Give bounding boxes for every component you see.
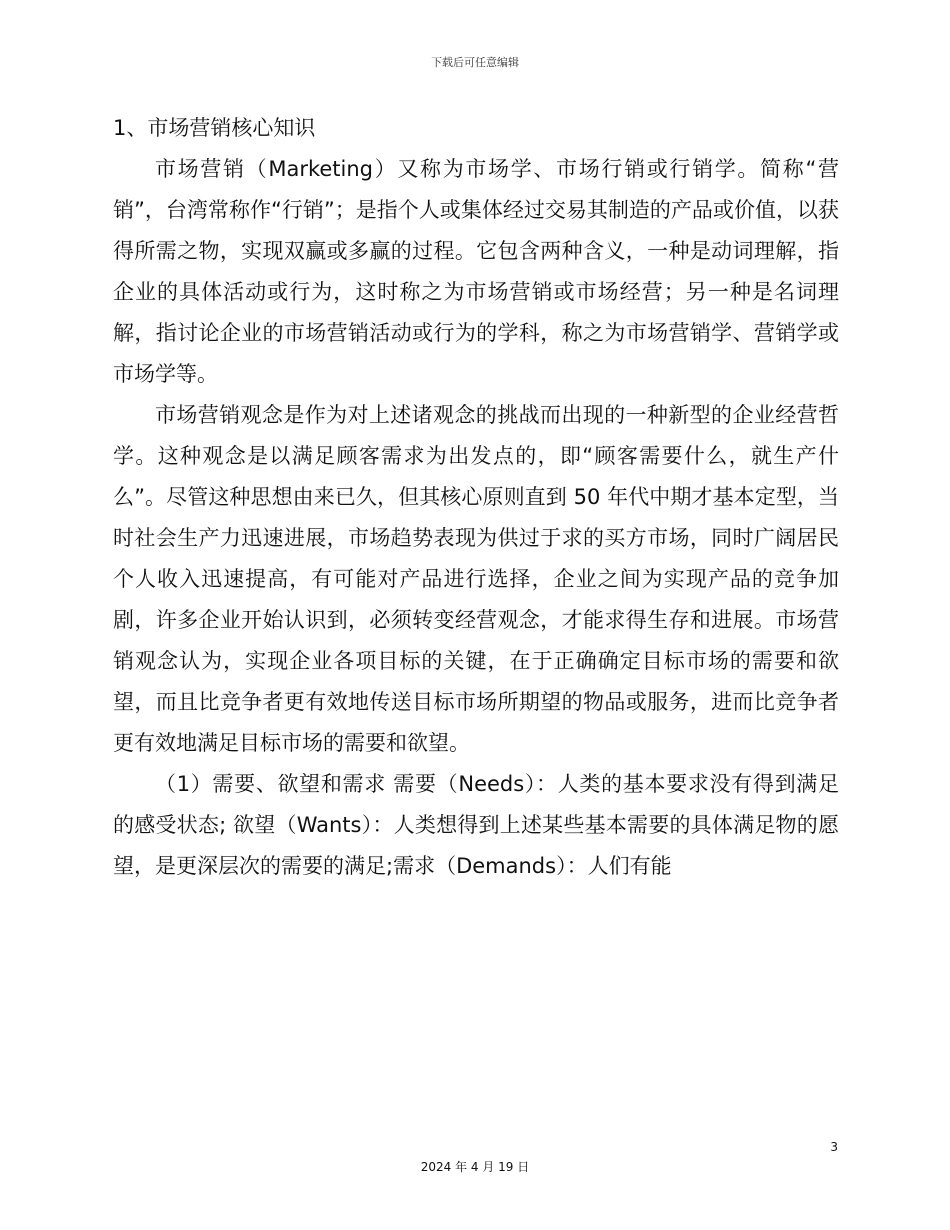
section-heading: 1、市场营销核心知识 [113, 116, 316, 140]
page-header: 下载后可任意编辑 [431, 56, 519, 69]
page-footer-date: 2024 年 4 月 19 日 [420, 1160, 530, 1174]
paragraph-needs-wants-demands: （1）需要、欲望和需求 需要（Needs）：人类的基本要求没有得到满足的感受状态; 欲望（Wants）：人类想得到上述某些基本需要的具体满足物的愿望，是更深层次的需要的满足;需求（Demands）：人们有能 [113, 772, 839, 878]
document-body [113, 108, 839, 887]
paragraph-marketing-concept: 市场营销观念是作为对上述诸观念的挑战而出现的一种新型的企业经营哲学。这种观念是以满足顾客需求为出发点的，即“顾客需要什么，就生产什么”。尽管这种思想由来已久，但其核心原则直到 50 年代中期才基本定型，当时社会生产力迅速进展，市场趋势表现为供过于求的买方市场，同时广阔居民个人收入迅速提高，有可能对产品进行选择，企业之间为实现产品的竞争加剧，许多企业开始认识到，必须转变经营观念，才能求得生存和进展。市场营销观念认为，实现企业各项目标的关键，在于正确确定目标市场的需要和欲望，而且比竞争者更有效地传送目标市场所期望的物品或服务，进而比竞争者更有效地满足目标市场的需要和欲望。 [113, 403, 839, 755]
paragraph-marketing-definition: 市场营销（Marketing）又称为市场学、市场行销或行销学。简称“营销”，台湾常称作“行销”；是指个人或集体经过交易其制造的产品或价值，以获得所需之物，实现双赢或多赢的过程。它包含两种含义，一种是动词理解，指企业的具体活动或行为，这时称之为市场营销或市场经营；另一种是名词理解，指讨论企业的市场营销活动或行为的学科，称之为市场营销学、营销学或市场学等。 [113, 157, 839, 386]
page-number: 3 [830, 1140, 838, 1154]
